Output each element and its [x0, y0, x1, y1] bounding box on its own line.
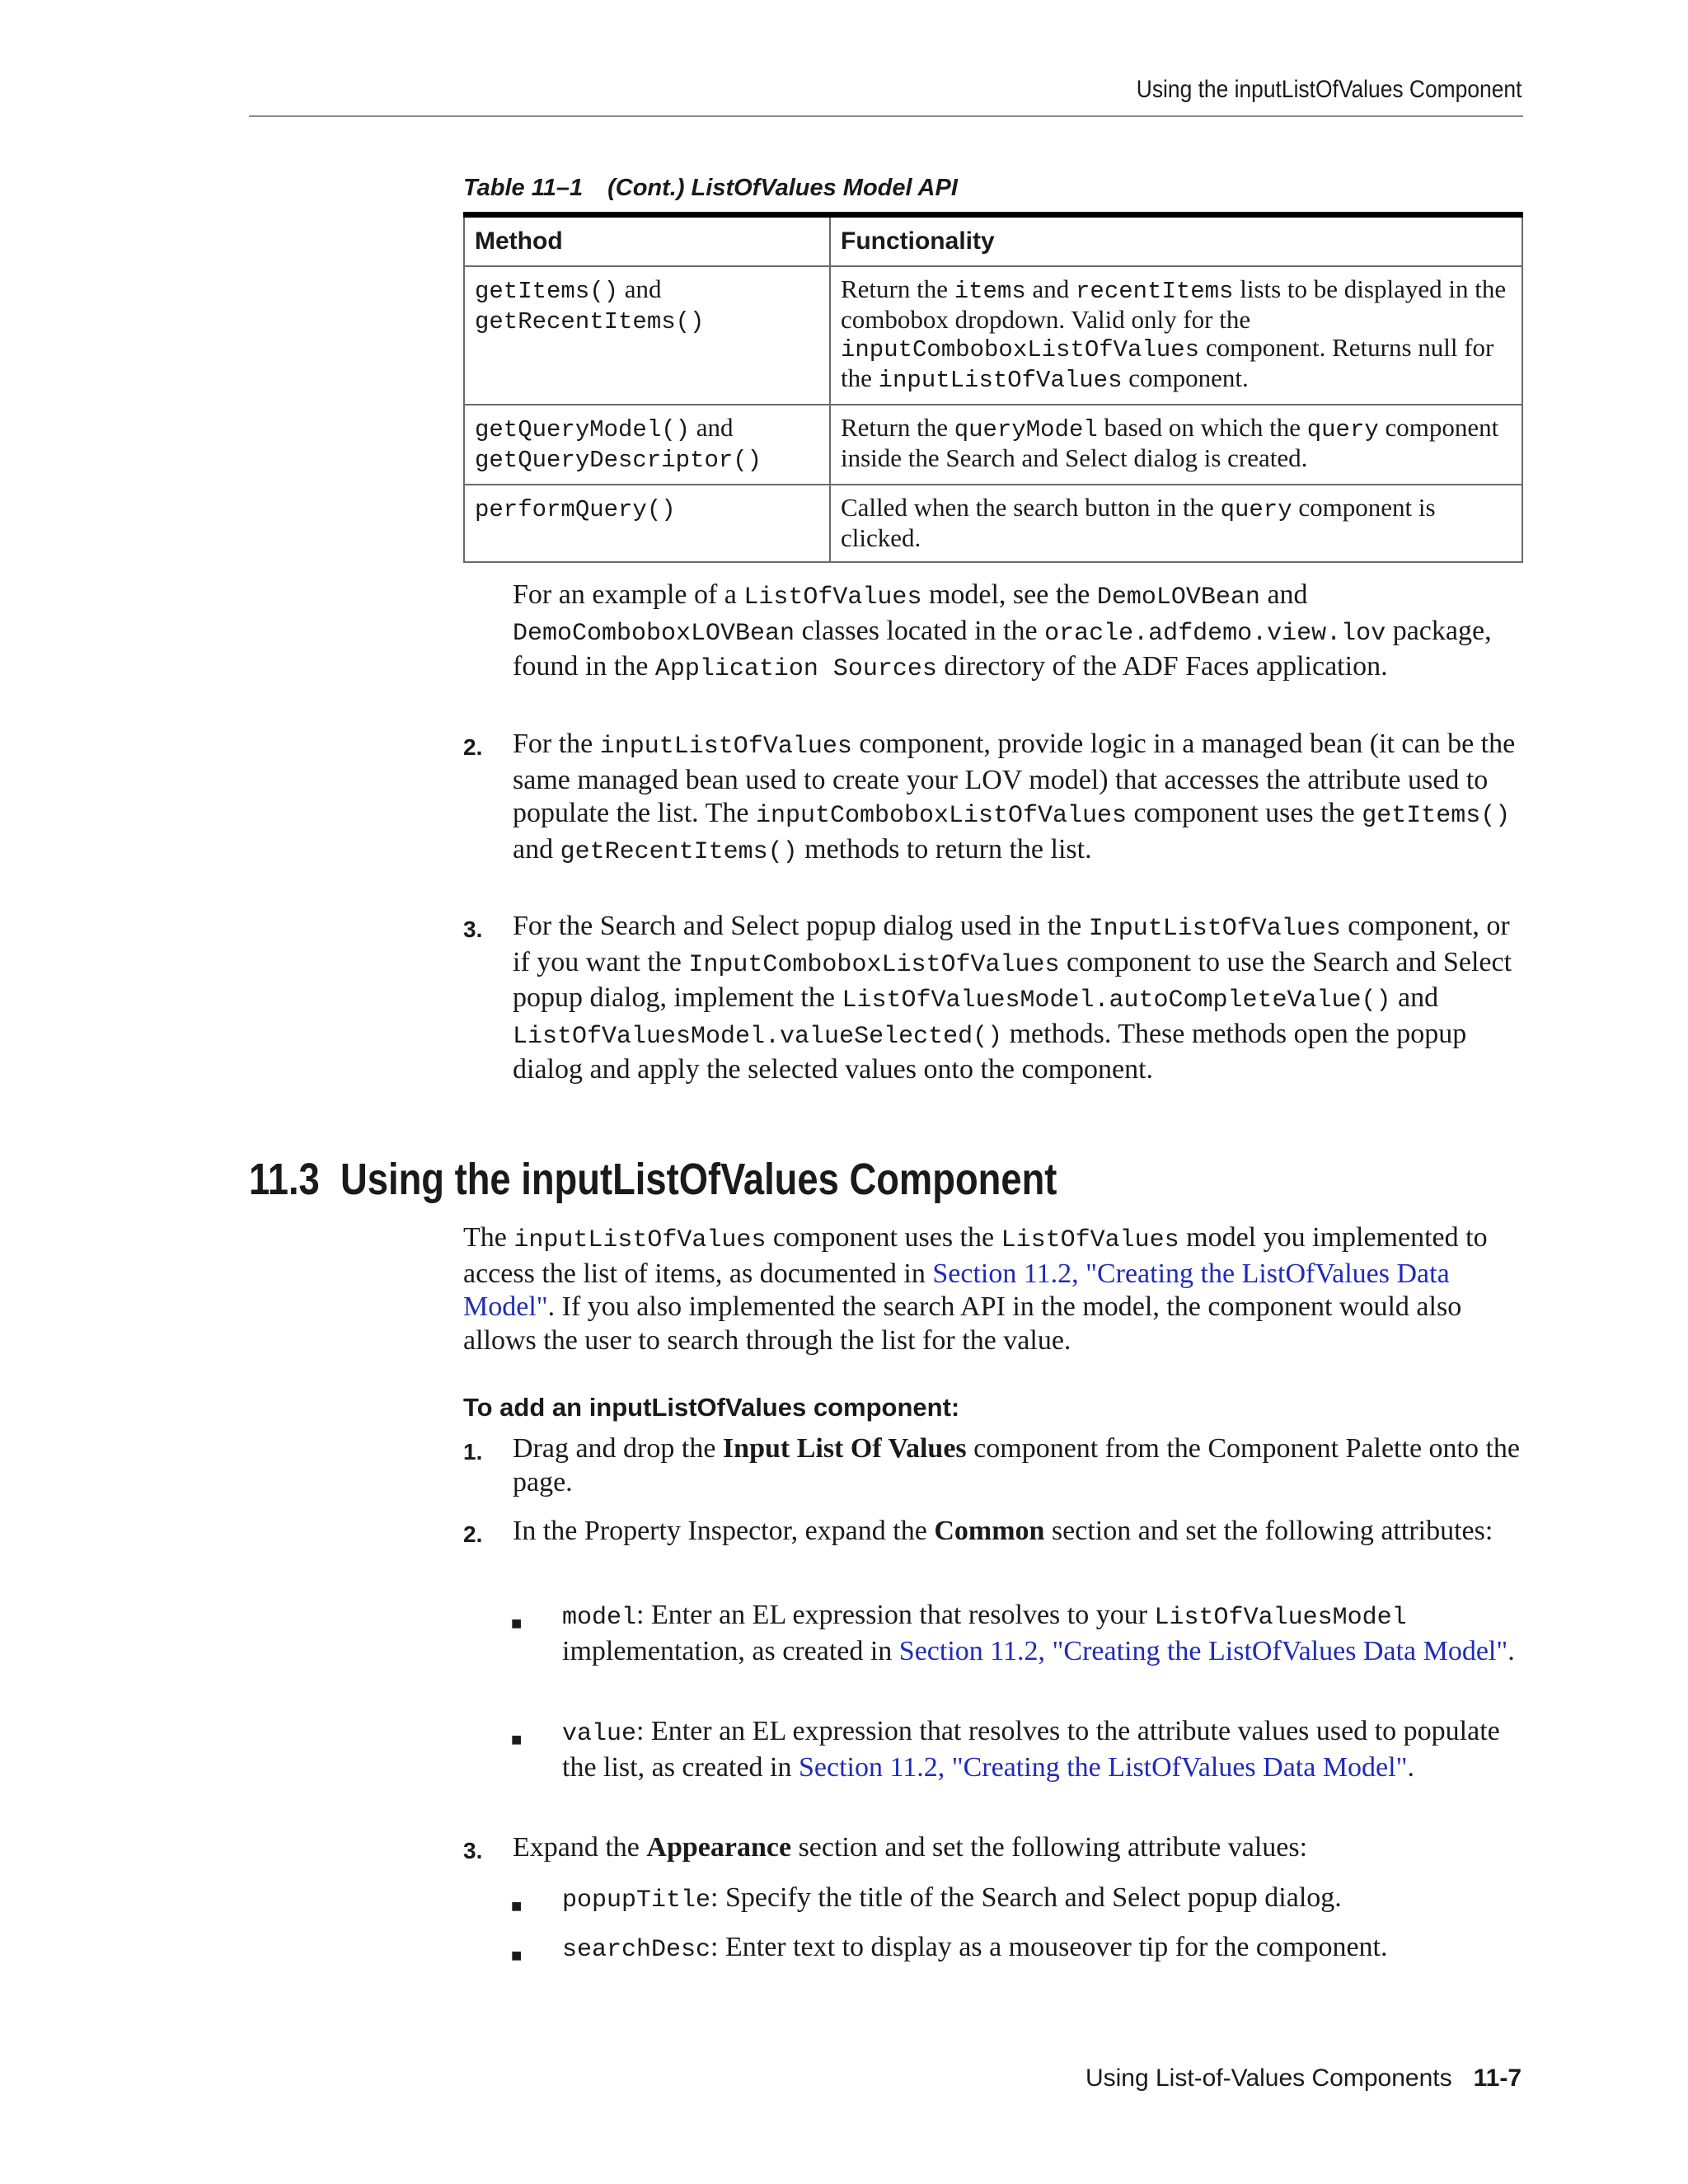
body-text: . [1407, 1751, 1414, 1783]
cross-reference-link[interactable]: Section 11.2, "Creating the ListOfValues Data Model" [463, 1258, 1450, 1322]
body-text: section and set the following attributes: [1044, 1516, 1493, 1546]
body-text: component uses the [766, 1222, 1001, 1253]
code-text: queryModel [954, 416, 1098, 443]
section-number: 11.3 [249, 1155, 320, 1204]
running-header: Using the inputListOfValues Component [1136, 76, 1522, 103]
body-text: Called when the search button in the [841, 493, 1221, 522]
code-text: query [1220, 496, 1292, 523]
body-text: based on which the [1097, 413, 1307, 442]
code-text: Application Sources [654, 655, 937, 683]
table-header-row [464, 215, 1522, 267]
code-text: model [562, 1604, 637, 1632]
cross-reference-link[interactable]: Section 11.2, "Creating the ListOfValues Data Model" [799, 1751, 1408, 1783]
code-text: inputComboboxListOfValues [841, 336, 1200, 363]
code-text: inputComboboxListOfValues [755, 802, 1128, 830]
bullet-text [562, 1599, 1526, 1668]
body-text: lists to be displayed in the combobox dropdown. Valid only for the [841, 274, 1507, 334]
code-text: recentItems [1076, 278, 1234, 305]
body-text: : Enter text to display as a mouseover tip for the component. [710, 1932, 1388, 1962]
step-text [513, 728, 1526, 869]
body-text: . If you also implemented the search API in the model, the component would also allows the user to search through the list for the value. [463, 1291, 1462, 1356]
body-text: : Specify the title of the Search and Select popup dialog. [710, 1882, 1342, 1913]
body-text: model, see the [921, 579, 1097, 610]
body-text: model you implemented to access the list of items, as documented in [463, 1222, 1488, 1289]
code-text: query [1306, 416, 1379, 443]
code-text: getQueryModel() [475, 416, 691, 443]
bullet-text [562, 1882, 1526, 1918]
body-text: Return the [841, 274, 954, 303]
body-text: and [513, 833, 560, 865]
body-text: For an example of a [513, 579, 744, 610]
body-text: methods to return the list. [797, 833, 1092, 865]
step-number: 3. [463, 1838, 483, 1863]
code-text: getItems() [475, 278, 619, 305]
code-text: popupTitle [562, 1886, 711, 1915]
table-row [464, 485, 1522, 562]
bullet-text [562, 1715, 1526, 1784]
table-row [464, 266, 1522, 405]
step-text [513, 1432, 1526, 1499]
body-text: methods. These methods open the popup dialog and apply the selected values onto the component. [513, 1018, 1467, 1085]
code-text: DemoLOVBean [1096, 583, 1260, 612]
body-text: : Enter an EL expression that resolves to your [636, 1600, 1155, 1630]
body-text: Expand the [513, 1832, 647, 1863]
code-text: ListOfValuesModel.valueSelected() [513, 1022, 1003, 1051]
body-text: component, or if you want the [513, 911, 1510, 977]
body-text: component is clicked. [841, 493, 1436, 552]
body-text: and [690, 413, 734, 442]
body-text: : Enter an EL expression that resolves to the attribute values used to populate the list, as created in [562, 1716, 1500, 1783]
body-text: component to use the Search and Select popup dialog, implement the [513, 946, 1512, 1013]
method-cell [464, 266, 830, 405]
step-number: 1. [463, 1439, 483, 1465]
step-number: 2. [463, 1521, 483, 1547]
step-number: 2. [463, 734, 483, 760]
code-text: inputListOfValues [599, 733, 852, 761]
page-number: 11-7 [1473, 2064, 1522, 2092]
bullet-icon: ■ [511, 1945, 523, 1966]
cross-reference-link[interactable]: Section 11.2, "Creating the ListOfValues Data Model" [898, 1635, 1508, 1666]
body-text: In the Property Inspector, expand the [513, 1516, 935, 1546]
api-table [463, 212, 1523, 563]
body-text: . [1507, 1635, 1515, 1666]
code-text: InputListOfValues [1088, 915, 1341, 943]
method-cell [464, 485, 830, 562]
code-text: ListOfValues [743, 583, 922, 612]
code-text: ListOfValues [1001, 1226, 1179, 1254]
body-text: classes located in the [795, 615, 1045, 646]
body-text: For the [513, 729, 600, 759]
body-text: For the Search and Select popup dialog used in the [513, 911, 1089, 941]
code-text: inputListOfValues [878, 367, 1123, 394]
bullet-icon: ■ [511, 1729, 523, 1750]
code-text: items [954, 278, 1026, 305]
step-text [513, 1515, 1526, 1549]
header-rule [249, 115, 1523, 117]
body-text: component, provide logic in a managed bean (it can be the same managed bean used to create your LOV model) that accesses the attribute used to populate the list. The [513, 729, 1516, 828]
code-text: inputListOfValues [513, 1226, 767, 1254]
body-text: component. Returns null for the [841, 333, 1494, 392]
body-text: package, found in the [513, 615, 1492, 682]
procedure-title: To add an inputListOfValues component: [463, 1393, 960, 1422]
bullet-text [562, 1931, 1526, 1967]
body-text: The [463, 1222, 514, 1253]
body-text: component inside the Search and Select dialog is created. [841, 413, 1499, 472]
footer-chapter-title: Using List-of-Values Components [1085, 2064, 1452, 2092]
code-text: getQueryDescriptor() [475, 447, 762, 474]
body-text: and [1390, 982, 1439, 1013]
body-text: component uses the [1127, 798, 1362, 828]
table-caption-number: Table 11–1 [463, 175, 584, 201]
body-text: component. [1122, 363, 1249, 392]
code-text: searchDesc [562, 1936, 711, 1964]
code-text: ListOfValuesModel.autoCompleteValue() [842, 987, 1391, 1015]
code-text: getItems() [1362, 802, 1511, 830]
method-cell [464, 405, 830, 485]
section-heading [249, 1154, 1057, 1205]
code-text: oracle.adfdemo.view.lov [1044, 619, 1386, 648]
code-text: DemoComboboxLOVBean [513, 619, 795, 648]
functionality-cell [830, 485, 1522, 562]
bullet-icon: ■ [511, 1613, 523, 1633]
page-footer [1085, 2064, 1522, 2093]
functionality-cell [830, 405, 1522, 485]
column-header-method: Method [464, 215, 830, 267]
intro-paragraph [513, 579, 1526, 687]
ui-label-text: Input List Of Values [722, 1433, 967, 1464]
table-caption [463, 175, 958, 202]
ui-label-text: Appearance [646, 1832, 792, 1863]
ui-label-text: Common [934, 1516, 1045, 1546]
table-caption-title: (Cont.) ListOfValues Model API [607, 175, 958, 201]
code-text: value [562, 1720, 637, 1748]
table-row [464, 405, 1522, 485]
body-text: component from the Component Palette onto the page. [513, 1433, 1521, 1497]
functionality-cell [830, 266, 1522, 405]
body-text: implementation, as created in [562, 1635, 899, 1666]
body-text: directory of the ADF Faces application. [936, 651, 1388, 682]
step-text [513, 910, 1526, 1087]
code-text: ListOfValuesModel [1154, 1604, 1407, 1632]
bullet-icon: ■ [511, 1896, 523, 1916]
step-text [513, 1831, 1526, 1865]
step-number: 3. [463, 916, 483, 942]
body-text: and [1259, 579, 1308, 610]
body-text: Return the [841, 413, 954, 442]
code-text: getRecentItems() [475, 308, 705, 335]
code-text: getRecentItems() [560, 837, 798, 866]
code-text: performQuery() [475, 496, 676, 523]
section-body [463, 1221, 1526, 1357]
section-title: Using the inputListOfValues Component [340, 1155, 1057, 1204]
body-text: Drag and drop the [513, 1433, 723, 1464]
body-text: and [1025, 274, 1076, 303]
column-header-functionality: Functionality [830, 215, 1522, 267]
code-text: InputComboboxListOfValues [688, 950, 1060, 979]
body-text: section and set the following attribute values: [791, 1832, 1308, 1863]
body-text: and [618, 274, 662, 303]
